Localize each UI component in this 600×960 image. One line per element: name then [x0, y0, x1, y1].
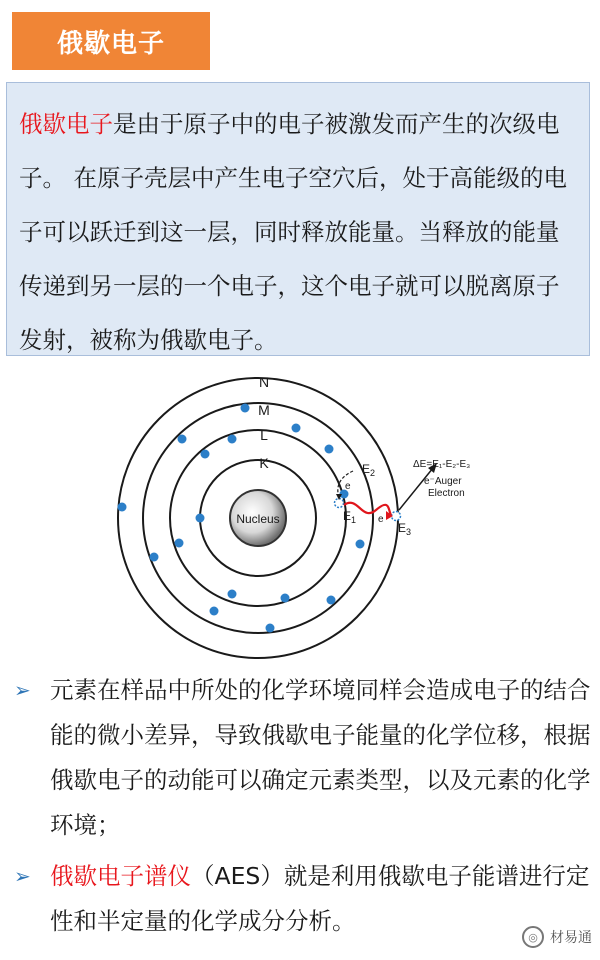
bullet-list: [12, 668, 597, 950]
electron: [196, 514, 205, 523]
energy-transfer-arrow: [344, 503, 391, 515]
watermark: [522, 926, 592, 948]
electron: [150, 553, 159, 562]
electron: [281, 594, 290, 603]
watermark-text: 材易通: [550, 930, 592, 946]
label-e2: $E_2$: [362, 462, 376, 478]
definition-term: 俄歇电子: [19, 110, 113, 138]
shell-label-l: L: [260, 427, 268, 443]
bullet-item: [12, 668, 597, 848]
electron: [178, 435, 187, 444]
bullet-item: [12, 854, 597, 944]
nucleus-label: Nucleus: [236, 512, 280, 526]
label-e3: $E_3$: [398, 521, 412, 537]
electron: [228, 590, 237, 599]
bullet-highlight: 俄歇电子谱仪: [50, 862, 191, 890]
electron: [228, 435, 237, 444]
electron: [292, 424, 301, 433]
bullet-text: （AES）就是利用俄歇电子能谱进行定性和半定量的化学成分分析。: [50, 862, 590, 935]
label-electron-1: e: [345, 481, 351, 492]
bullet-text: 元素在样品中所处的化学环境同样会造成电子的结合能的微小差异，导致俄歇电子能量的化学位移，根据俄歇电子的动能可以确定元素类型，以及元素的化学环境；: [50, 676, 591, 839]
electron: [327, 596, 336, 605]
bullet-arrow-icon: ➢: [14, 678, 31, 702]
shell-label-n: N: [258, 374, 270, 390]
auger-diagram-svg: [0, 360, 600, 660]
electron: [241, 404, 250, 413]
electron: [325, 445, 334, 454]
electron: [356, 540, 365, 549]
label-electron-2: e: [378, 514, 384, 525]
auger-label-2: Electron: [428, 488, 465, 499]
electron: [201, 450, 210, 459]
electron: [175, 539, 184, 548]
label-e1: $E_1$: [343, 509, 357, 525]
definition-text: 是由于原子中的电子被激发而产生的次级电子。 在原子壳层中产生电子空穴后，处于高能级的电子可以跃迁到这一层，同时释放能量。当释放的能量传递到另一层的一个电子，这个电子就可以脱离原子发射，被称为俄歇电子。: [19, 110, 567, 354]
electron: [266, 624, 275, 633]
auger-diagram: [0, 360, 600, 660]
shell-label-k: K: [259, 455, 269, 471]
wechat-logo-icon: ◎: [522, 926, 544, 948]
electron: [118, 503, 127, 512]
auger-label: e⁻Auger: [424, 476, 462, 487]
equation: ΔE=E₁-E₂-E₃: [413, 459, 471, 470]
electron: [210, 607, 219, 616]
shell-label-m: M: [258, 402, 270, 418]
definition-box: [6, 82, 590, 356]
bullet-arrow-icon: ➢: [14, 864, 31, 888]
page-title: 俄歇电子: [12, 12, 210, 70]
